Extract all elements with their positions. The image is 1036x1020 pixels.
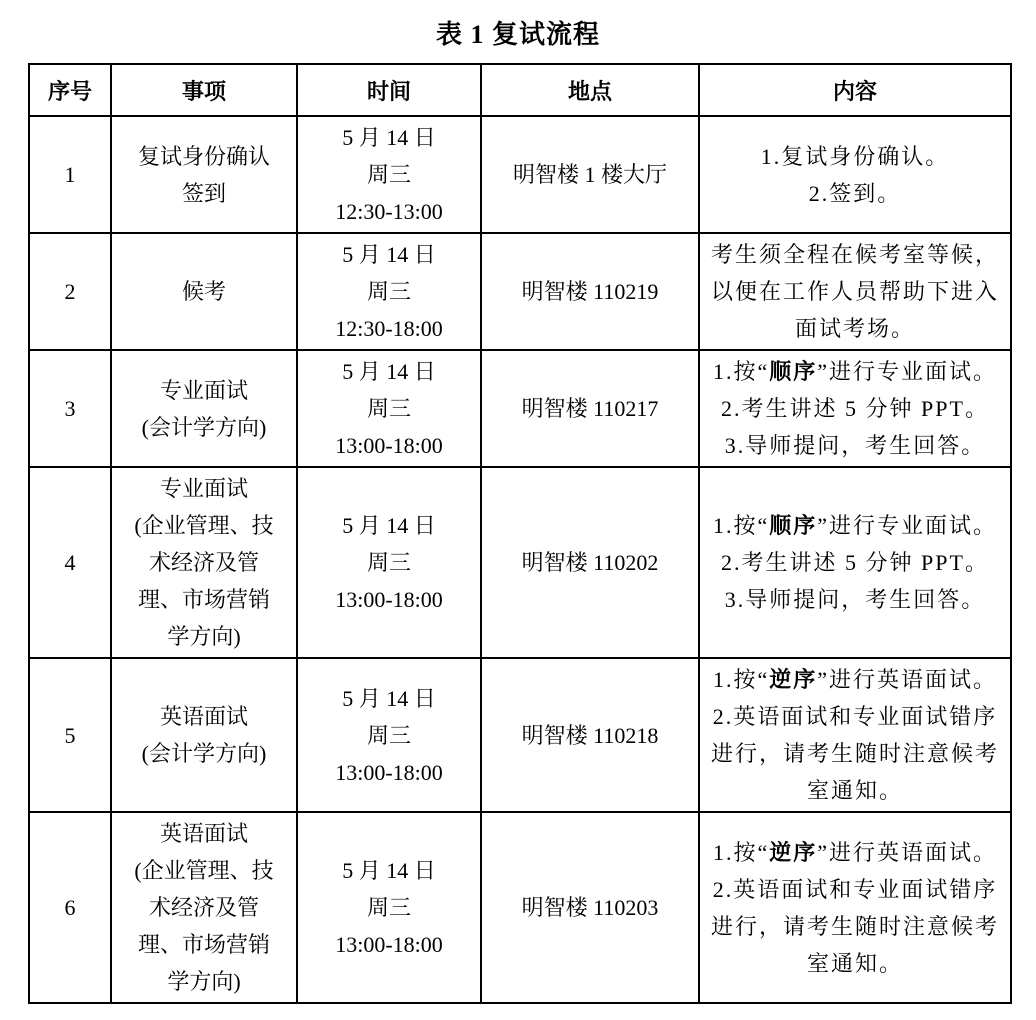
header-row xyxy=(29,64,1011,116)
table-row xyxy=(29,467,1011,658)
content-text: ”进行专业面试。 xyxy=(817,359,998,384)
item-line: 学方向) xyxy=(167,969,241,994)
content-paragraph xyxy=(704,507,1006,544)
row-number-cell: 2 xyxy=(29,233,111,350)
time-cell xyxy=(297,812,481,1003)
content-paragraph xyxy=(704,353,1006,390)
time-line: 13:00-18:00 xyxy=(335,587,443,612)
content-cell xyxy=(699,350,1011,467)
content-paragraph xyxy=(704,236,1006,347)
item-line: 术经济及管 xyxy=(148,550,259,575)
table-body xyxy=(29,116,1011,1003)
content-paragraph xyxy=(704,581,1006,618)
content-text: 2.签到。 xyxy=(808,180,902,206)
header-cell-item: 事项 xyxy=(111,64,297,116)
time-line: 5 月 14 日 xyxy=(342,685,436,711)
time-line: 周三 xyxy=(366,722,411,748)
content-text: 2.考生讲述 5 分钟 PPT。 xyxy=(721,550,989,575)
content-text: 2.考生讲述 5 分钟 PPT。 xyxy=(721,396,989,421)
emphasis-text: 顺序 xyxy=(769,359,818,384)
content-cell xyxy=(699,658,1011,812)
item-line: 英语面试 xyxy=(159,704,248,729)
content-paragraph xyxy=(704,427,1006,464)
item-line: 术经济及管 xyxy=(148,895,259,920)
table-row xyxy=(29,812,1011,1003)
content-text: 2.英语面试和专业面试错序进行，请考生随时注意候考室通知。 xyxy=(710,876,999,976)
item-cell xyxy=(111,812,297,1003)
content-paragraph xyxy=(704,661,1006,698)
header-cell-no: 序号 xyxy=(29,64,111,116)
item-line: 候考 xyxy=(181,279,226,304)
time-line: 12:30-13:00 xyxy=(335,199,443,224)
item-cell xyxy=(111,658,297,812)
time-line: 周三 xyxy=(366,279,411,304)
content-text: 1.复试身份确认。 xyxy=(760,143,950,169)
time-line: 5 月 14 日 xyxy=(342,125,436,150)
time-cell xyxy=(297,467,481,658)
content-text: 1.按“ xyxy=(712,513,770,538)
time-line: 周三 xyxy=(366,550,411,575)
schedule-table xyxy=(28,63,1012,1004)
time-line: 5 月 14 日 xyxy=(342,513,436,538)
content-cell xyxy=(699,467,1011,658)
item-line: 学方向) xyxy=(167,624,241,649)
item-line: (会计学方向) xyxy=(141,741,267,766)
content-paragraph xyxy=(704,698,1006,809)
emphasis-text: 顺序 xyxy=(769,513,818,538)
table-head xyxy=(29,64,1011,116)
row-number-cell: 3 xyxy=(29,350,111,467)
item-line: (企业管理、技 xyxy=(134,513,274,538)
content-text: 1.按“ xyxy=(712,667,770,692)
item-cell xyxy=(111,467,297,658)
item-line: 签到 xyxy=(181,180,226,206)
row-number-cell: 6 xyxy=(29,812,111,1003)
content-text: 考生须全程在候考室等候，以便在工作人员帮助下进入面试考场。 xyxy=(710,242,999,341)
content-text: ”进行英语面试。 xyxy=(817,839,998,865)
time-cell xyxy=(297,350,481,467)
item-line: 英语面试 xyxy=(159,821,248,846)
location-cell: 明智楼 110202 xyxy=(481,467,699,658)
item-line: 理、市场营销 xyxy=(137,932,270,957)
location-cell: 明智楼 110217 xyxy=(481,350,699,467)
location-cell: 明智楼 110203 xyxy=(481,812,699,1003)
item-line: 理、市场营销 xyxy=(137,587,270,612)
item-line: 复试身份确认 xyxy=(137,143,270,169)
time-cell xyxy=(297,116,481,233)
content-cell xyxy=(699,116,1011,233)
content-text: ”进行英语面试。 xyxy=(817,667,998,692)
content-cell xyxy=(699,233,1011,350)
content-text: 1.按“ xyxy=(712,359,770,384)
time-line: 周三 xyxy=(366,396,411,421)
item-line: 专业面试 xyxy=(159,377,248,403)
content-paragraph xyxy=(704,544,1006,581)
location-cell: 明智楼 110218 xyxy=(481,658,699,812)
row-number-cell: 5 xyxy=(29,658,111,812)
time-line: 周三 xyxy=(366,162,411,187)
content-paragraph xyxy=(704,175,1006,212)
header-cell-time: 时间 xyxy=(297,64,481,116)
content-text: 2.英语面试和专业面试错序进行，请考生随时注意候考室通知。 xyxy=(710,704,999,803)
content-text: ”进行专业面试。 xyxy=(817,513,998,538)
location-cell: 明智楼 1 楼大厅 xyxy=(481,116,699,233)
table-row xyxy=(29,116,1011,233)
time-line: 13:00-18:00 xyxy=(335,932,443,957)
time-line: 13:00-18:00 xyxy=(335,759,443,785)
time-line: 12:30-18:00 xyxy=(335,316,443,341)
header-cell-location: 地点 xyxy=(481,64,699,116)
table-row xyxy=(29,350,1011,467)
content-paragraph xyxy=(704,871,1006,982)
table-row xyxy=(29,658,1011,812)
time-line: 周三 xyxy=(366,895,411,920)
content-paragraph xyxy=(704,138,1006,175)
location-cell: 明智楼 110219 xyxy=(481,233,699,350)
item-cell xyxy=(111,116,297,233)
content-paragraph xyxy=(704,834,1006,871)
item-line: 专业面试 xyxy=(159,476,248,501)
time-line: 13:00-18:00 xyxy=(335,433,443,458)
item-cell xyxy=(111,233,297,350)
time-line: 5 月 14 日 xyxy=(342,242,436,267)
header-cell-content: 内容 xyxy=(699,64,1011,116)
content-text: 3.导师提问，考生回答。 xyxy=(724,433,986,458)
content-cell xyxy=(699,812,1011,1003)
emphasis-text: 逆序 xyxy=(769,839,818,865)
content-paragraph xyxy=(704,390,1006,427)
item-line: (企业管理、技 xyxy=(134,858,274,883)
time-cell xyxy=(297,658,481,812)
emphasis-text: 逆序 xyxy=(769,667,818,692)
time-cell xyxy=(297,233,481,350)
content-text: 3.导师提问，考生回答。 xyxy=(724,587,986,612)
item-cell xyxy=(111,350,297,467)
table-title: 表 1 复试流程 xyxy=(435,20,600,49)
content-text: 1.按“ xyxy=(712,839,770,865)
item-line: (会计学方向) xyxy=(141,414,267,440)
row-number-cell: 1 xyxy=(29,116,111,233)
table-row xyxy=(29,233,1011,350)
time-line: 5 月 14 日 xyxy=(342,858,436,883)
row-number-cell: 4 xyxy=(29,467,111,658)
time-line: 5 月 14 日 xyxy=(342,359,436,384)
